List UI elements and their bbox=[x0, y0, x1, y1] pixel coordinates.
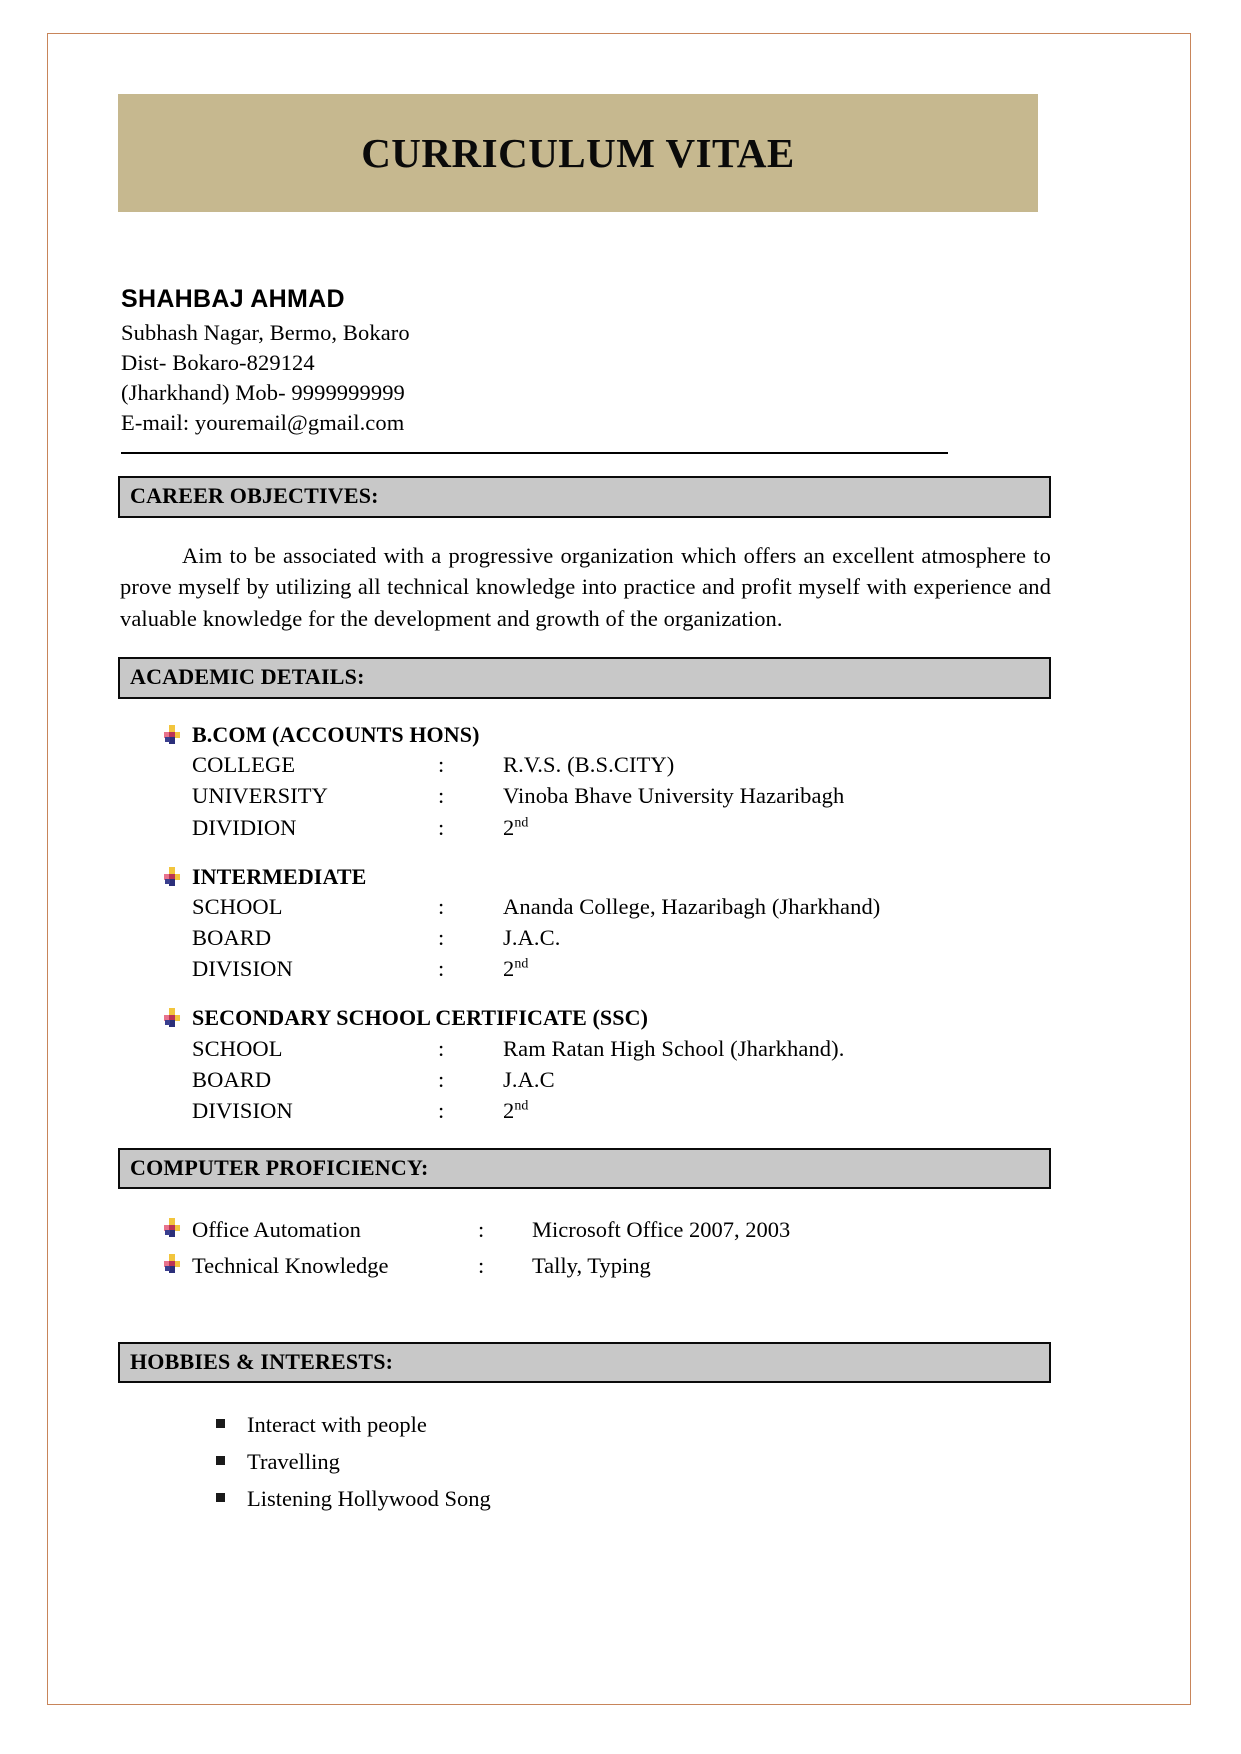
proficiency-value: Microsoft Office 2007, 2003 bbox=[532, 1217, 791, 1243]
detail-value-text: Ram Ratan High School (Jharkhand). bbox=[503, 1035, 845, 1061]
email-line: E-mail: youremail@gmail.com bbox=[121, 410, 405, 436]
detail-value bbox=[503, 749, 1108, 780]
detail-value bbox=[503, 812, 1108, 843]
academic-entry-heading bbox=[164, 863, 1108, 891]
detail-value bbox=[503, 1064, 1108, 1095]
proficiency-value: Tally, Typing bbox=[532, 1253, 651, 1279]
detail-value bbox=[503, 780, 1108, 811]
academic-entry bbox=[118, 1004, 1108, 1126]
career-objective-text: Aim to be associated with a progressive organization which offers an excellent atmosphere to prove myself by utilizing all technical knowledge into practice and profit myself with experience and valuable knowledge for the development and growth of the organization. bbox=[120, 542, 1051, 632]
detail-value bbox=[503, 1095, 1108, 1126]
academic-detail-row bbox=[192, 1033, 1108, 1064]
academic-detail-row bbox=[192, 749, 1108, 780]
proficiency-row bbox=[164, 1250, 1108, 1283]
academic-qualification: SECONDARY SCHOOL CERTIFICATE (SSC) bbox=[192, 1005, 648, 1031]
academic-detail-row bbox=[192, 812, 1108, 843]
academic-detail-rows bbox=[192, 749, 1108, 842]
academic-detail-row bbox=[192, 953, 1108, 984]
detail-colon: : bbox=[438, 925, 445, 951]
detail-value-text: J.A.C bbox=[503, 1066, 555, 1092]
page-canvas bbox=[48, 34, 1190, 1704]
detail-value-text: Vinoba Bhave University Hazaribagh bbox=[503, 783, 845, 809]
list-item bbox=[216, 1446, 1108, 1479]
detail-value bbox=[503, 891, 1108, 922]
cross-bullet-icon bbox=[164, 867, 180, 886]
academic-detail-rows bbox=[192, 891, 1108, 984]
detail-label: BOARD bbox=[192, 1066, 272, 1092]
square-bullet-icon bbox=[216, 1456, 225, 1465]
academic-entry-heading bbox=[164, 721, 1108, 749]
academic-entry bbox=[118, 863, 1108, 985]
detail-value-superscript: nd bbox=[514, 815, 529, 831]
square-bullet-icon bbox=[216, 1493, 225, 1502]
list-item bbox=[216, 1483, 1108, 1516]
address-line-1: Subhash Nagar, Bermo, Bokaro bbox=[121, 320, 410, 346]
detail-label: DIVISION bbox=[192, 1097, 293, 1123]
academic-entry-heading bbox=[164, 1004, 1108, 1032]
detail-colon: : bbox=[438, 814, 445, 840]
proficiency-colon: : bbox=[478, 1217, 485, 1243]
section-title-hobbies-interests: HOBBIES & INTERESTS: bbox=[130, 1348, 394, 1374]
list-item bbox=[216, 1409, 1108, 1442]
section-header-career-objectives bbox=[118, 476, 1051, 518]
cross-bullet-icon bbox=[164, 725, 180, 744]
academic-entries bbox=[118, 721, 1108, 1126]
contact-divider bbox=[121, 452, 948, 454]
section-title-academic-details: ACADEMIC DETAILS: bbox=[130, 664, 365, 690]
academic-detail-row bbox=[192, 1064, 1108, 1095]
page-title: CURRICULUM VITAE bbox=[361, 130, 795, 176]
square-bullet-icon bbox=[216, 1419, 225, 1428]
detail-label: DIVIDION bbox=[192, 814, 297, 840]
detail-colon: : bbox=[438, 1066, 445, 1092]
detail-value bbox=[503, 953, 1108, 984]
section-header-hobbies-interests bbox=[118, 1342, 1051, 1384]
detail-value-text: Ananda College, Hazaribagh (Jharkhand) bbox=[503, 894, 881, 920]
section-title-career-objectives: CAREER OBJECTIVES: bbox=[130, 482, 379, 508]
contact-block bbox=[121, 284, 1108, 454]
detail-label: SCHOOL bbox=[192, 1035, 283, 1061]
section-header-computer-proficiency bbox=[118, 1148, 1051, 1190]
detail-value-superscript: nd bbox=[514, 956, 529, 972]
hobbies-list bbox=[216, 1409, 1108, 1515]
detail-value-text: R.V.S. (B.S.CITY) bbox=[503, 752, 675, 778]
detail-label: SCHOOL bbox=[192, 894, 283, 920]
proficiency-colon: : bbox=[478, 1253, 485, 1279]
academic-qualification: INTERMEDIATE bbox=[192, 863, 367, 889]
address-line-2: Dist- Bokaro-829124 bbox=[121, 350, 315, 376]
detail-value-text: 2 bbox=[503, 1097, 515, 1123]
detail-label: COLLEGE bbox=[192, 752, 296, 778]
academic-detail-row bbox=[192, 922, 1108, 953]
detail-value-text: 2 bbox=[503, 956, 515, 982]
detail-value bbox=[503, 1033, 1108, 1064]
academic-detail-row bbox=[192, 1095, 1108, 1126]
detail-colon: : bbox=[438, 783, 445, 809]
detail-value-superscript: nd bbox=[514, 1098, 529, 1114]
academic-qualification: B.COM (ACCOUNTS HONS) bbox=[192, 721, 480, 747]
proficiency-label: Office Automation bbox=[192, 1217, 361, 1243]
computer-proficiency-rows bbox=[118, 1214, 1108, 1282]
detail-colon: : bbox=[438, 956, 445, 982]
cross-bullet-icon bbox=[164, 1008, 180, 1027]
academic-detail-rows bbox=[192, 1033, 1108, 1126]
detail-label: DIVISION bbox=[192, 956, 293, 982]
academic-detail-row bbox=[192, 780, 1108, 811]
hobby-label: Travelling bbox=[247, 1448, 340, 1474]
detail-colon: : bbox=[438, 1097, 445, 1123]
cross-bullet-icon bbox=[164, 1218, 180, 1237]
detail-value-text: J.A.C. bbox=[503, 925, 561, 951]
proficiency-label: Technical Knowledge bbox=[192, 1253, 389, 1279]
detail-colon: : bbox=[438, 752, 445, 778]
hobby-label: Interact with people bbox=[247, 1412, 427, 1438]
hobby-label: Listening Hollywood Song bbox=[247, 1485, 491, 1511]
detail-colon: : bbox=[438, 894, 445, 920]
academic-detail-row bbox=[192, 891, 1108, 922]
section-header-academic-details bbox=[118, 657, 1051, 699]
detail-label: UNIVERSITY bbox=[192, 783, 328, 809]
detail-value-text: 2 bbox=[503, 814, 515, 840]
title-banner bbox=[118, 94, 1038, 212]
academic-entry bbox=[118, 721, 1108, 843]
detail-label: BOARD bbox=[192, 925, 272, 951]
candidate-name: SHAHBAJ AHMAD bbox=[121, 285, 345, 313]
cv-content bbox=[118, 64, 1108, 1519]
proficiency-row bbox=[164, 1214, 1108, 1247]
section-title-computer-proficiency: COMPUTER PROFICIENCY: bbox=[130, 1154, 429, 1180]
detail-colon: : bbox=[438, 1035, 445, 1061]
detail-value bbox=[503, 922, 1108, 953]
spacer bbox=[118, 1286, 1108, 1320]
address-line-3-mobile: (Jharkhand) Mob- 9999999999 bbox=[121, 380, 405, 406]
cross-bullet-icon bbox=[164, 1254, 180, 1273]
